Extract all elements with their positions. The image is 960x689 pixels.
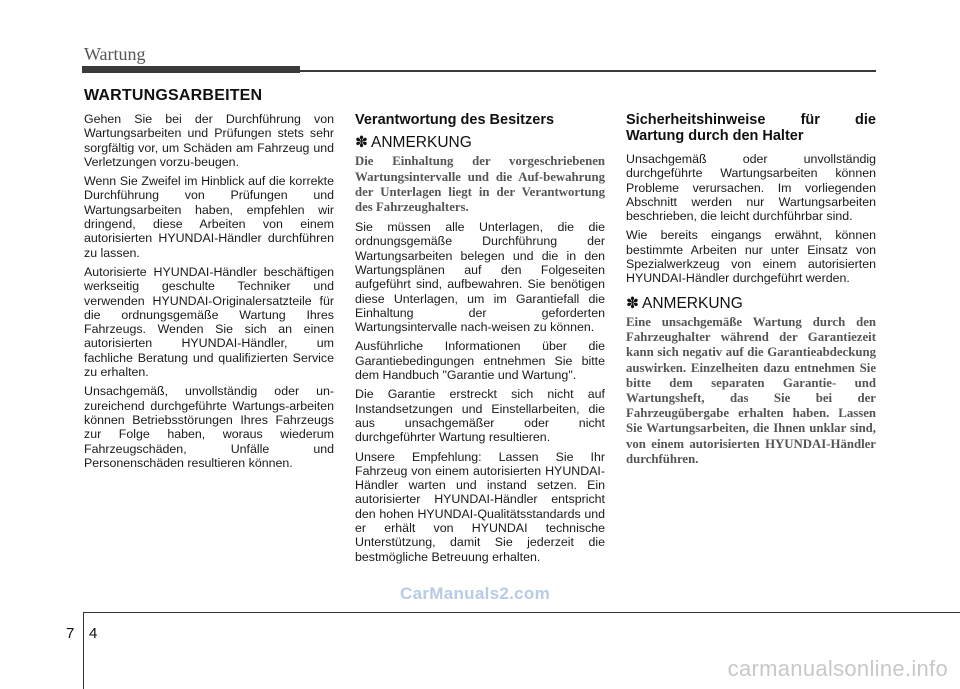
col2-paragraph-4: Unsere Empfehlung: Lassen Sie Ihr Fahrzeug von einem autorisierten HYUNDAI-Händler warten und instand setzen. Ein autorisierter HYUNDAI-Händler entspricht den hohen HYUNDAI-Qualitätsstandards und er erhält von HYUNDAI technische Unterstützung, damit Sie jederzeit die bestmögliche Betreuung erhalten. xyxy=(355,449,605,564)
header-rule-thin xyxy=(300,70,876,72)
col2-paragraph-1: Sie müssen alle Unterlagen, die die ordnungsgemäße Durchführung der Wartungsarbeiten belegen und die in den Wartungsplänen auf den Folgeseiten aufgeführt sind, aufbewahren. Sie benötigen diese Unterlagen, um im Garantiefall die Einhaltung der geforderten Wartungsintervalle nach-weisen zu können. xyxy=(355,220,605,335)
note-heading-2 xyxy=(626,294,876,312)
note-heading-label: ANMERKUNG xyxy=(642,294,743,312)
section-title: WARTUNGSARBEITEN xyxy=(84,87,263,104)
col1-paragraph-2: Wenn Sie Zweifel im Hinblick auf die korrekte Durchführung von Prüfungen und Wartungsarbeiten haben, empfehlen wir dringend, diese Arbeiten von einem autorisierten HYUNDAI-Händler durchführen zu lassen. xyxy=(84,174,334,260)
note-heading xyxy=(355,136,605,150)
column-1 xyxy=(84,112,334,475)
note-text: Die Einhaltung der vorgeschriebenen Wartungsintervalle und die Auf-bewahrung der Unterlagen liegt in der Verantwortung des Fahrzeughalters. xyxy=(355,154,605,214)
col1-paragraph-3: Autorisierte HYUNDAI-Händler beschäftigen werkseitig geschulte Techniker und verwenden HYUNDAI-Originalersatzteile für die ordnungsgemäße Wartung Ihres Fahrzeugs. Wenden Sie sich an einen autorisierten HYUNDAI-Händler, um fachliche Beratung und qualifizierten Service zu erhalten. xyxy=(84,264,334,380)
col2-paragraph-3: Die Garantie erstreckt sich nicht auf Instandsetzungen und Einstellarbeiten, die aus unsachgemäßer oder nicht durchgeführter Wartung resultieren. xyxy=(355,387,605,445)
col3-paragraph-1: Unsachgemäß oder unvollständig durchgeführte Wartungsarbeiten können Probleme verursachen. Im vorliegenden Abschnitt werden nur Wartungsarbeiten beschrieben, die leicht durchführbar sind. xyxy=(626,152,876,224)
owner-responsibility-heading: Verantwortung des Besitzers xyxy=(355,112,555,128)
col1-paragraph-4: Unsachgemäß, unvollständig oder un-zureichend durchgeführte Wartungs-arbeiten können Betriebsstörungen Ihres Fahrzeugs zur Folge haben, woraus wiederum Fahrzeugschäden, Unfälle und Personenschäden resultieren können. xyxy=(84,384,334,470)
note-star-icon: ✽ xyxy=(355,134,368,151)
column-2 xyxy=(355,112,605,569)
col1-paragraph-1: Gehen Sie bei der Durchführung von Wartungsarbeiten und Prüfungen stets sehr sorgfältig vor, um Schäden am Fahrzeug und Verletzungen vorzu-beugen. xyxy=(84,112,334,169)
footer-vertical-rule xyxy=(83,612,84,689)
header-rule-thick xyxy=(82,66,300,73)
site-watermark: carmanualsonline.info xyxy=(727,656,948,681)
chapter-header-title: Wartung xyxy=(84,44,146,64)
chapter-number: 7 xyxy=(66,625,75,642)
note-star-icon: ✽ xyxy=(626,294,639,312)
note-text-2: Eine unsachgemäße Wartung durch den Fahrzeughalter während der Garantiezeit kann sich negativ auf die Garantieabdeckung auswirken. Einzelheiten dazu entnehmen Sie bitte dem separaten Garantie- und Wartungsheft, das Sie bei der Fahrzeugübergabe erhalten haben. Lassen Sie Wartungsarbeiten, die Ihnen unklar sind, von einem autorisierten HYUNDAI-Händler durchführen. xyxy=(626,314,876,466)
note-heading-label: ANMERKUNG xyxy=(371,134,472,151)
column-3 xyxy=(626,112,876,472)
col2-paragraph-2: Ausführliche Informationen über die Garantiebedingungen entnehmen Sie bitte dem Handbuch "Garantie und Wartung". xyxy=(355,339,605,383)
page-number: 4 xyxy=(89,625,98,642)
safety-heading: Sicherheitshinweise für die Wartung durch den Halter xyxy=(626,112,876,144)
watermark-overlay: CarManuals2.com xyxy=(400,584,550,603)
footer-rule xyxy=(83,612,960,613)
col3-paragraph-2: Wie bereits eingangs erwähnt, können bestimmte Arbeiten nur unter Einsatz von Spezialwerkzeug von einem autorisierten HYUNDAI-Händler durchgeführt werden. xyxy=(626,228,876,286)
